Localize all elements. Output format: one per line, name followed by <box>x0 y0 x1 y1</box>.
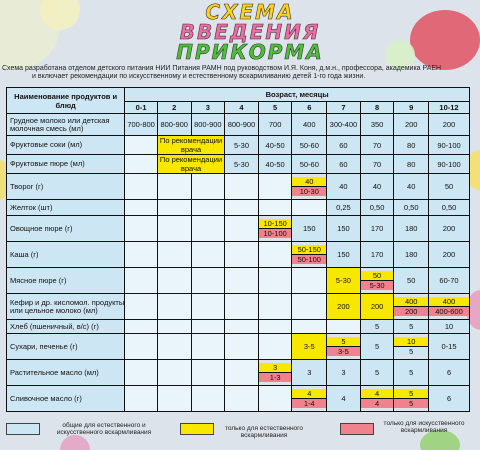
natural-value: 50-150 <box>292 245 326 255</box>
natural-value: 400 <box>429 297 469 307</box>
natural-value: 5 <box>394 389 428 399</box>
table-cell: 4 <box>327 386 361 412</box>
legend-swatch-common <box>6 423 40 435</box>
split-cell <box>429 294 470 320</box>
table-cell: 40-50 <box>258 136 292 155</box>
table-cell: 50-60 <box>292 136 327 155</box>
table-cell: 200 <box>327 294 361 320</box>
table-cell: 300-400 <box>327 114 361 136</box>
table-cell: 700-800 <box>125 114 158 136</box>
title-line-2: ВВЕДЕНИЯ <box>179 20 321 44</box>
natural-value: 3 <box>259 363 292 373</box>
table-cell: 5 <box>360 360 394 386</box>
legend-label-natural: только для естественного вскармливания <box>224 425 304 439</box>
header-product-name: Наименование продуктов и блюд <box>7 88 125 114</box>
natural-value: 10 <box>394 337 428 347</box>
table-cell: 5 <box>394 360 429 386</box>
row-name: Фруктовые пюре (мл) <box>7 155 125 174</box>
split-cell <box>258 360 292 386</box>
table-row <box>7 216 470 242</box>
natural-value: 10-150 <box>259 219 292 229</box>
table-cell: 40-50 <box>258 155 292 174</box>
artificial-value: 4 <box>361 399 394 408</box>
title-line-1: СХЕМА <box>205 0 295 24</box>
table-cell: 0,50 <box>429 200 470 216</box>
table-row <box>7 334 470 360</box>
header-month: 8 <box>360 102 394 114</box>
natural-value: 400 <box>394 297 428 307</box>
table-row <box>7 114 470 136</box>
legend-label-artificial: только для искусственного вскармливания <box>383 420 465 434</box>
description-line-1: Схема разработана отделом детского питания НИИ Питания РАМН под руководством И.Я. Коня, д.м.н., профессора, академика РАЕН <box>2 65 442 72</box>
row-name: Грудное молоко или детская молочная смесь (мл) <box>7 114 125 136</box>
table-cell: 50 <box>429 174 470 200</box>
table-cell: 80 <box>394 136 429 155</box>
table-cell: 180 <box>394 242 429 268</box>
table-cell: 50-60 <box>292 155 327 174</box>
legend <box>0 420 480 450</box>
table-cell: 3 <box>292 360 327 386</box>
artificial-value: 5-30 <box>361 281 394 290</box>
artificial-value: 50-100 <box>292 255 326 264</box>
row-name: Кефир и др. кисломол. продукты или цельное молоко (мл) <box>7 294 125 320</box>
table-cell: 350 <box>360 114 394 136</box>
table-row <box>7 200 470 216</box>
row-name: Овощное пюре (г) <box>7 216 125 242</box>
table-cell: 90-100 <box>429 136 470 155</box>
doctor-note: По рекомендации врача <box>157 155 224 174</box>
table-cell: 800-900 <box>191 114 225 136</box>
table-cell: 5-30 <box>225 136 259 155</box>
description-line-2: и включает рекомендации по искусственному и естественному вскармливанию детей 1-го года жизни. <box>32 73 366 80</box>
table-row <box>7 136 470 155</box>
table-cell: 70 <box>360 155 394 174</box>
feeding-table-wrapper <box>6 87 470 412</box>
split-cell <box>327 334 361 360</box>
table-cell: 200 <box>394 114 429 136</box>
split-cell <box>360 268 394 294</box>
table-cell: 50 <box>394 268 429 294</box>
table-cell: 200 <box>429 216 470 242</box>
common-value: 5 <box>394 347 428 356</box>
split-cell <box>292 242 327 268</box>
feeding-table <box>6 87 470 412</box>
row-name: Мясное пюре (г) <box>7 268 125 294</box>
table-cell: 60-70 <box>429 268 470 294</box>
natural-value: 4 <box>292 389 326 399</box>
artificial-value: 200 <box>394 307 428 316</box>
table-cell: 3 <box>327 360 361 386</box>
table-cell: 90-100 <box>429 155 470 174</box>
decor-bubble <box>410 10 480 70</box>
row-name: Хлеб (пшеничный, в/с) (г) <box>7 320 125 334</box>
table-cell: 5-30 <box>225 155 259 174</box>
natural-value: 5 <box>327 337 360 347</box>
table-row <box>7 174 470 200</box>
row-name: Фруктовые соки (мл) <box>7 136 125 155</box>
split-cell <box>394 386 429 412</box>
table-cell: 5 <box>360 334 394 360</box>
row-name: Желток (шт) <box>7 200 125 216</box>
table-cell: 200 <box>429 114 470 136</box>
legend-swatch-artificial <box>340 423 374 435</box>
table-cell: 800-900 <box>157 114 191 136</box>
table-row <box>7 386 470 412</box>
header-month: 4 <box>225 102 259 114</box>
artificial-value: 1-3 <box>259 373 292 382</box>
natural-value: 40 <box>292 177 326 187</box>
table-cell: 80 <box>394 155 429 174</box>
artificial-value: 10-30 <box>292 187 326 196</box>
header-month: 10-12 <box>429 102 470 114</box>
split-cell <box>394 334 429 360</box>
table-cell: 170 <box>360 216 394 242</box>
row-name: Творог (г) <box>7 174 125 200</box>
table-cell: 800-900 <box>225 114 259 136</box>
table-cell: 150 <box>327 242 361 268</box>
header-month: 0-1 <box>125 102 158 114</box>
table-row <box>7 242 470 268</box>
legend-label-common: общие для естественного и искусственного вскармливания <box>56 422 152 436</box>
table-cell: 60 <box>327 155 361 174</box>
table-cell: 200 <box>360 294 394 320</box>
natural-value: 4 <box>361 389 394 399</box>
table-cell: 5-30 <box>327 268 361 294</box>
header-month: 3 <box>191 102 225 114</box>
table-cell: 6 <box>429 386 470 412</box>
page-title <box>120 2 380 64</box>
table-cell <box>125 155 158 174</box>
table-cell: 150 <box>292 216 327 242</box>
table-cell: 6 <box>429 360 470 386</box>
table-cell: 5 <box>394 320 429 334</box>
table-cell: 400 <box>292 114 327 136</box>
table-cell: 60 <box>327 136 361 155</box>
table-cell: 0-15 <box>429 334 470 360</box>
row-name: Сливочное масло (г) <box>7 386 125 412</box>
doctor-note: По рекомендации врача <box>157 136 224 155</box>
split-cell <box>292 386 327 412</box>
table-cell: 40 <box>327 174 361 200</box>
header-month: 2 <box>157 102 191 114</box>
header-age: Возраст, месяцы <box>125 88 470 102</box>
table-row <box>7 155 470 174</box>
header-month: 9 <box>394 102 429 114</box>
table-cell: 40 <box>360 174 394 200</box>
title-line-3: ПРИКОРМА <box>176 40 324 64</box>
description <box>0 65 480 81</box>
split-cell <box>292 174 327 200</box>
table-row <box>7 268 470 294</box>
table-cell: 40 <box>394 174 429 200</box>
table-cell: 700 <box>258 114 292 136</box>
table-cell: 0,25 <box>327 200 361 216</box>
table-cell: 170 <box>360 242 394 268</box>
row-name: Сухари, печенье (г) <box>7 334 125 360</box>
artificial-value: 5 <box>394 399 428 408</box>
artificial-value: 400-600 <box>429 307 469 316</box>
table-cell: 150 <box>327 216 361 242</box>
row-name: Растительное масло (мл) <box>7 360 125 386</box>
artificial-value: 10-100 <box>259 229 292 238</box>
header-month: 7 <box>327 102 361 114</box>
row-name: Каша (г) <box>7 242 125 268</box>
header-month: 6 <box>292 102 327 114</box>
table-cell: 0,50 <box>394 200 429 216</box>
table-cell <box>125 136 158 155</box>
table-cell: 3-5 <box>292 334 327 360</box>
table-row <box>7 320 470 334</box>
table-row <box>7 360 470 386</box>
table-cell: 200 <box>429 242 470 268</box>
artificial-value: 3-5 <box>327 347 360 356</box>
artificial-value: 1-4 <box>292 399 326 408</box>
table-cell: 70 <box>360 136 394 155</box>
table-row <box>7 294 470 320</box>
table-cell: 10 <box>429 320 470 334</box>
split-cell <box>394 294 429 320</box>
table-cell: 0,50 <box>360 200 394 216</box>
legend-swatch-natural <box>180 423 214 435</box>
natural-value: 50 <box>361 271 394 281</box>
table-cell: 5 <box>360 320 394 334</box>
header-month: 5 <box>258 102 292 114</box>
split-cell <box>360 386 394 412</box>
table-cell: 180 <box>394 216 429 242</box>
split-cell <box>258 216 292 242</box>
